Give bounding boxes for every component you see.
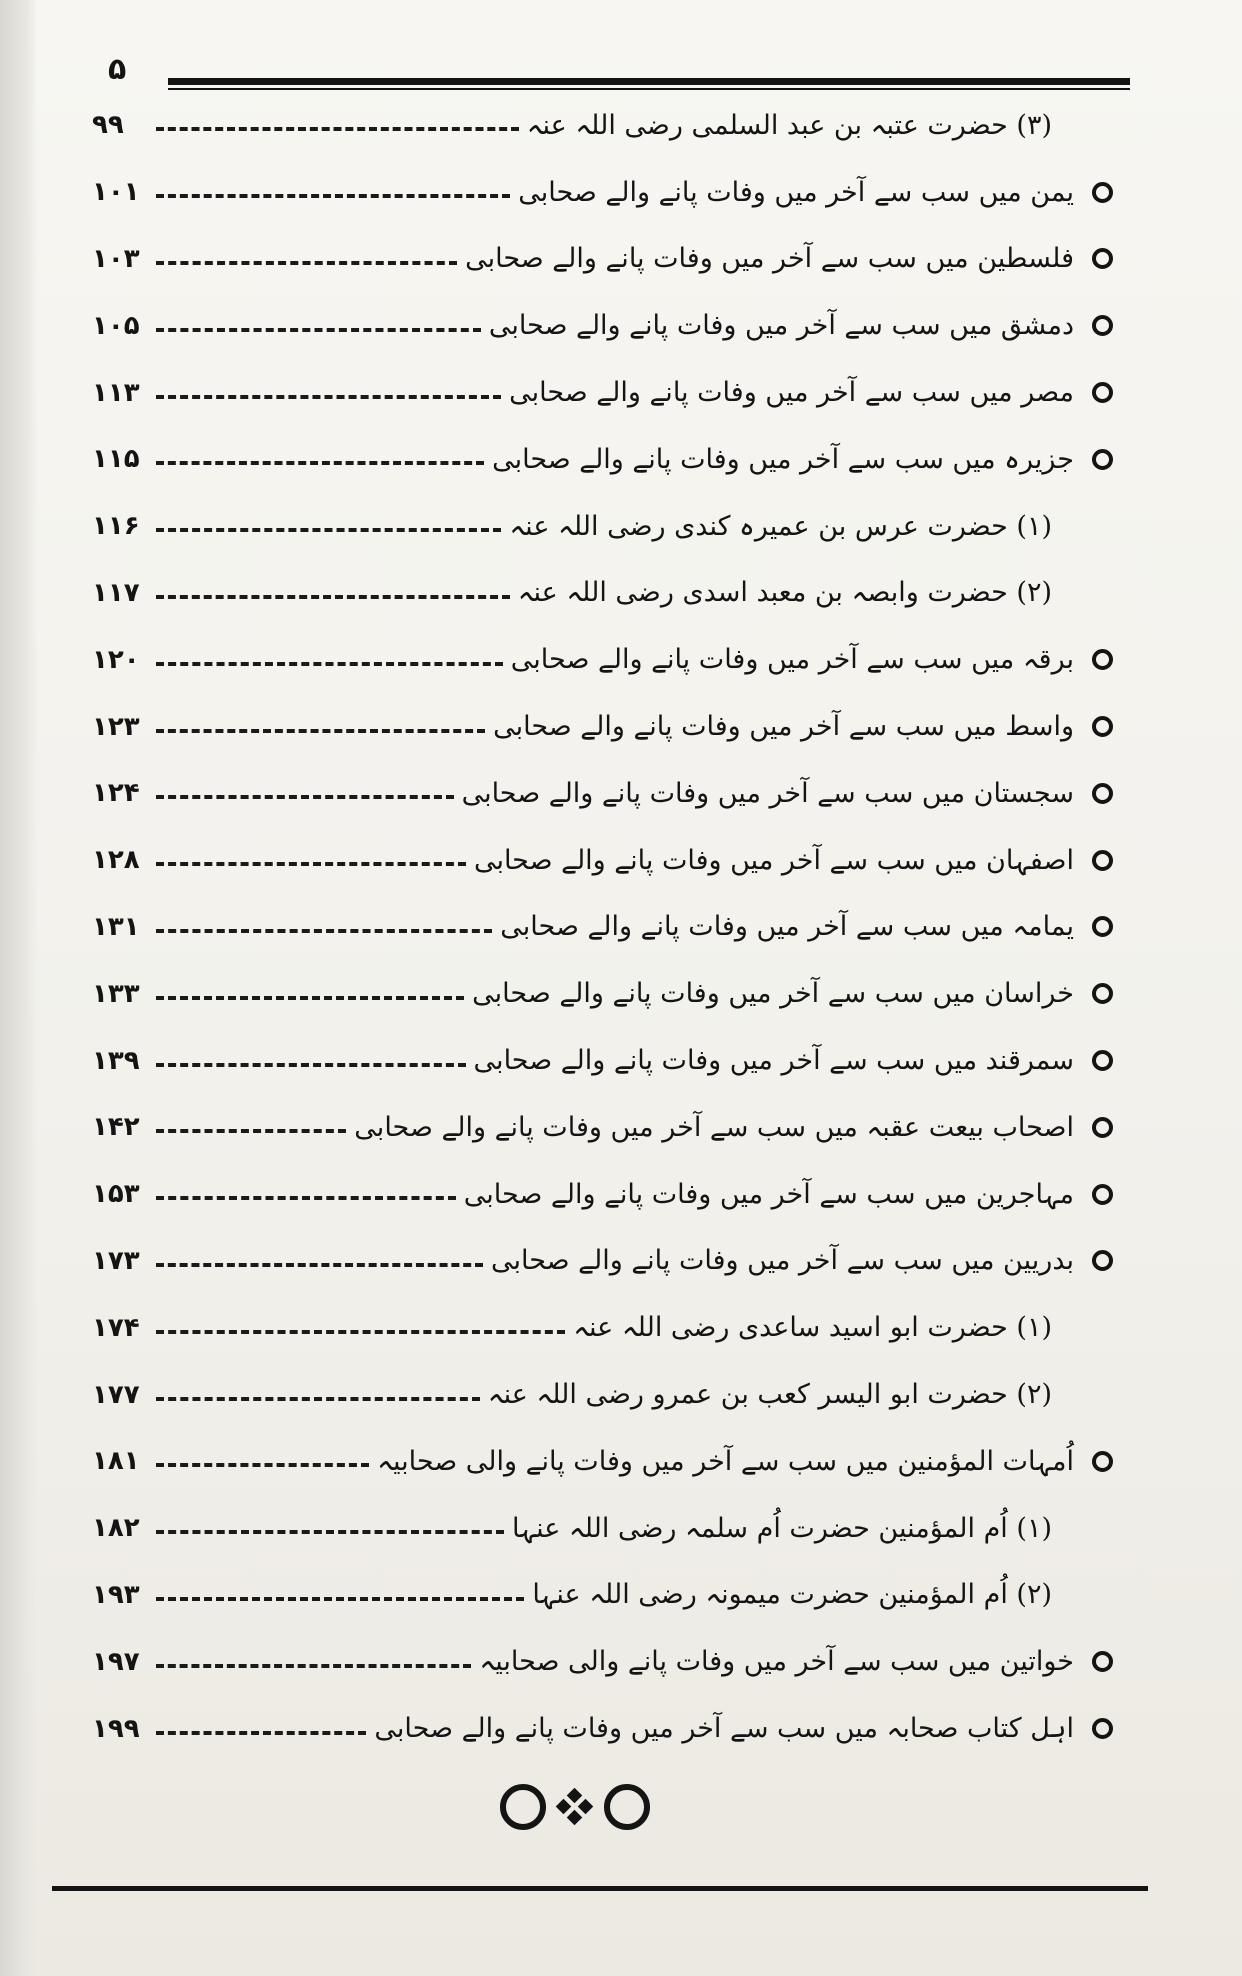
header-rule — [168, 78, 1130, 85]
bullet-slot — [1074, 1451, 1130, 1472]
dot-leader — [156, 1063, 466, 1067]
toc-page-number: ۱۷۴ — [92, 1312, 140, 1343]
dot-leader — [156, 729, 485, 733]
dot-leader — [156, 996, 464, 1000]
toc-entry[interactable] — [92, 894, 1130, 961]
toc-page-number: ۱۷۷ — [92, 1379, 140, 1410]
dot-leader — [156, 662, 503, 666]
footer-rule — [52, 1886, 1148, 1891]
dot-leader — [156, 1129, 346, 1133]
toc-entry[interactable] — [92, 760, 1130, 827]
toc-entry-title: مہاجرین میں سب سے آخر میں وفات پانے والے صحابی — [463, 1178, 1074, 1210]
circle-bullet-icon — [1092, 1050, 1113, 1071]
toc-page-number: ۱۱۵ — [92, 444, 140, 475]
toc-page-number: ۱۲۴ — [92, 778, 140, 809]
bullet-slot — [1074, 716, 1130, 737]
circle-bullet-icon — [1092, 182, 1113, 203]
bullet-slot — [1074, 315, 1130, 336]
toc-entry-title: (۱) اُم المؤمنین حضرت اُم سلمہ رضی اللہ عنہا — [512, 1512, 1052, 1544]
toc-entry[interactable] — [92, 827, 1130, 894]
bullet-slot — [1074, 382, 1130, 403]
dot-leader — [156, 194, 510, 198]
toc-page-number: ۱۷۳ — [92, 1245, 140, 1276]
circle-bullet-icon — [1092, 1250, 1113, 1271]
circle-bullet-icon — [1092, 1451, 1113, 1472]
dot-leader — [156, 328, 481, 332]
circle-bullet-icon — [1092, 983, 1113, 1004]
toc-entry[interactable] — [92, 1027, 1130, 1094]
toc-page-number: ۱۹۹ — [92, 1713, 140, 1744]
toc-entry[interactable] — [92, 426, 1130, 493]
toc-entry-title: برقہ میں سب سے آخر میں وفات پانے والے صحابی — [510, 644, 1074, 676]
ornament-diamond-cluster-icon — [558, 1790, 592, 1824]
toc-entry[interactable] — [92, 1094, 1130, 1161]
toc-entry-title: واسط میں سب سے آخر میں وفات پانے والے صحابی — [493, 711, 1074, 743]
toc-entry-title: (۱) حضرت عرس بن عمیرہ کندی رضی اللہ عنہ — [509, 510, 1052, 542]
toc-page-number: ۱۱۶ — [92, 511, 140, 542]
bullet-slot — [1074, 1651, 1130, 1672]
toc-entry-title: اہل کتاب صحابہ میں سب سے آخر میں وفات پانے والے صحابی — [374, 1713, 1074, 1745]
toc-entry[interactable] — [92, 1628, 1130, 1695]
dot-leader — [156, 461, 484, 465]
bullet-slot — [1074, 983, 1130, 1004]
bullet-slot — [1074, 1718, 1130, 1739]
toc-entry-title: (۱) حضرت ابو اسید ساعدی رضی اللہ عنہ — [573, 1312, 1052, 1344]
dot-leader — [156, 1330, 565, 1334]
dot-leader — [156, 1463, 369, 1467]
toc-entry-title: دمشق میں سب سے آخر میں وفات پانے والے صحابی — [488, 310, 1074, 342]
bullet-slot — [1074, 649, 1130, 670]
ornament-ring-icon — [500, 1784, 546, 1830]
toc-entry[interactable] — [92, 1428, 1130, 1495]
circle-bullet-icon — [1092, 916, 1113, 937]
toc-entry-title: خراسان میں سب سے آخر میں وفات پانے والے صحابی — [472, 978, 1074, 1010]
circle-bullet-icon — [1092, 850, 1113, 871]
circle-bullet-icon — [1092, 449, 1113, 470]
circle-bullet-icon — [1092, 382, 1113, 403]
circle-bullet-icon — [1092, 1117, 1113, 1138]
dot-leader — [156, 862, 466, 866]
circle-bullet-icon — [1092, 1718, 1113, 1739]
toc-page-number: ۱۲۳ — [92, 711, 140, 742]
ornament-ring-icon — [604, 1784, 650, 1830]
toc-entry-title: اصحاب بیعت عقبہ میں سب سے آخر میں وفات پانے والے صحابی — [354, 1111, 1074, 1143]
toc-page-number: ۱۱۷ — [92, 577, 140, 608]
page-number: ۵ — [108, 52, 127, 87]
toc-page-number: ۱۲۰ — [92, 644, 140, 675]
bullet-slot — [1074, 916, 1130, 937]
circle-bullet-icon — [1092, 248, 1113, 269]
toc-entry-title: بدریین میں سب سے آخر میں وفات پانے والے صحابی — [490, 1245, 1074, 1277]
toc-page-number: ۱۳۱ — [92, 911, 140, 942]
toc-entry[interactable] — [92, 359, 1130, 426]
toc-entry[interactable] — [92, 92, 1130, 159]
page-gutter-shadow — [0, 0, 38, 1976]
toc-entry[interactable] — [92, 1361, 1130, 1428]
toc-entry[interactable] — [92, 626, 1130, 693]
bullet-slot — [1074, 1117, 1130, 1138]
bullet-slot — [1074, 1050, 1130, 1071]
toc-entry[interactable] — [92, 1161, 1130, 1228]
ring-diamond-ring-ornament-icon — [500, 1784, 650, 1830]
dot-leader — [156, 795, 454, 799]
circle-bullet-icon — [1092, 649, 1113, 670]
toc-page-number: ۱۴۲ — [92, 1112, 140, 1143]
toc-entry-title: (۳) حضرت عتبہ بن عبد السلمی رضی اللہ عنہ — [526, 109, 1052, 141]
bullet-slot — [1074, 1184, 1130, 1205]
toc-page-number: ۱۹۳ — [92, 1579, 140, 1610]
toc-entry-title: مصر میں سب سے آخر میں وفات پانے والے صحابی — [509, 377, 1074, 409]
bullet-slot — [1074, 783, 1130, 804]
circle-bullet-icon — [1092, 1184, 1113, 1205]
dot-leader — [156, 1731, 366, 1735]
toc-entry[interactable] — [92, 493, 1130, 560]
toc-entry-title: (۲) حضرت وابصہ بن معبد اسدی رضی اللہ عنہ — [517, 577, 1052, 609]
dot-leader — [156, 1397, 480, 1401]
toc-entry-title: (۲) اُم المؤمنین حضرت میمونہ رضی اللہ عنہا — [532, 1579, 1052, 1611]
toc-entry-title: فلسطین میں سب سے آخر میں وفات پانے والے صحابی — [465, 243, 1074, 275]
toc-entry[interactable] — [92, 1495, 1130, 1562]
toc-entry-title: سمرقند میں سب سے آخر میں وفات پانے والے صحابی — [473, 1045, 1074, 1077]
toc-page-number: ۱۸۲ — [92, 1513, 140, 1544]
toc-entry[interactable] — [92, 1294, 1130, 1361]
toc-entry[interactable] — [92, 292, 1130, 359]
toc-page-number: ۱۳۹ — [92, 1045, 140, 1076]
dot-leader — [156, 929, 492, 933]
toc-entry-title: اُمہات المؤمنین میں سب سے آخر میں وفات پانے والی صحابیہ — [377, 1445, 1074, 1477]
toc-entry[interactable] — [92, 159, 1130, 226]
circle-bullet-icon — [1092, 315, 1113, 336]
circle-bullet-icon — [1092, 716, 1113, 737]
dot-leader — [156, 261, 457, 265]
circle-bullet-icon — [1092, 783, 1113, 804]
toc-entry-title: سجستان میں سب سے آخر میں وفات پانے والے صحابی — [461, 777, 1074, 809]
circle-bullet-icon — [1092, 1651, 1113, 1672]
toc-entry-title: اصفہان میں سب سے آخر میں وفات پانے والے صحابی — [473, 844, 1074, 876]
toc-entry[interactable] — [92, 1228, 1130, 1295]
dot-leader — [156, 1196, 456, 1200]
dot-leader — [156, 1530, 504, 1534]
toc-entry[interactable] — [92, 560, 1130, 627]
toc-entry[interactable] — [92, 1695, 1130, 1762]
bullet-slot — [1074, 1250, 1130, 1271]
dot-leader — [156, 1263, 483, 1267]
toc-entry[interactable] — [92, 693, 1130, 760]
toc-entry[interactable] — [92, 1562, 1130, 1629]
toc-entry-title: یمامہ میں سب سے آخر میں وفات پانے والے صحابی — [500, 911, 1074, 943]
toc-entry[interactable] — [92, 226, 1130, 293]
toc-page-number: ۱۵۳ — [92, 1179, 140, 1210]
toc-page-number: ۱۸۱ — [92, 1446, 140, 1477]
toc-entry-title: یمن میں سب سے آخر میں وفات پانے والے صحابی — [518, 176, 1074, 208]
bullet-slot — [1074, 850, 1130, 871]
toc-page-number: ۱۰۱ — [92, 177, 140, 208]
toc-page-number: ۱۹۷ — [92, 1646, 140, 1677]
toc-entry[interactable] — [92, 960, 1130, 1027]
dot-leader — [156, 1597, 524, 1601]
toc-page-number: ۱۱۳ — [92, 377, 140, 408]
toc-page-number: ۱۲۸ — [92, 845, 140, 876]
dot-leader — [156, 595, 510, 599]
toc-page-number: ۱۰۳ — [92, 243, 140, 274]
toc-entry-title: (۲) حضرت ابو الیسر کعب بن عمرو رضی اللہ عنہ — [487, 1379, 1052, 1411]
bullet-slot — [1074, 449, 1130, 470]
bullet-slot — [1074, 182, 1130, 203]
dot-leader — [156, 1664, 471, 1668]
dot-leader — [156, 127, 519, 131]
bullet-slot — [1074, 248, 1130, 269]
toc-page-number: ۱۰۵ — [92, 310, 140, 341]
toc-page-number: ۱۳۳ — [92, 978, 140, 1009]
toc-entry-title: خواتین میں سب سے آخر میں وفات پانے والی صحابیہ — [479, 1646, 1074, 1678]
toc-entry-title: جزیرہ میں سب سے آخر میں وفات پانے والے صحابی — [492, 443, 1074, 475]
dot-leader — [156, 395, 501, 399]
dot-leader — [156, 528, 501, 532]
toc-page-number: ۹۹ — [92, 110, 124, 141]
table-of-contents — [92, 92, 1130, 1762]
